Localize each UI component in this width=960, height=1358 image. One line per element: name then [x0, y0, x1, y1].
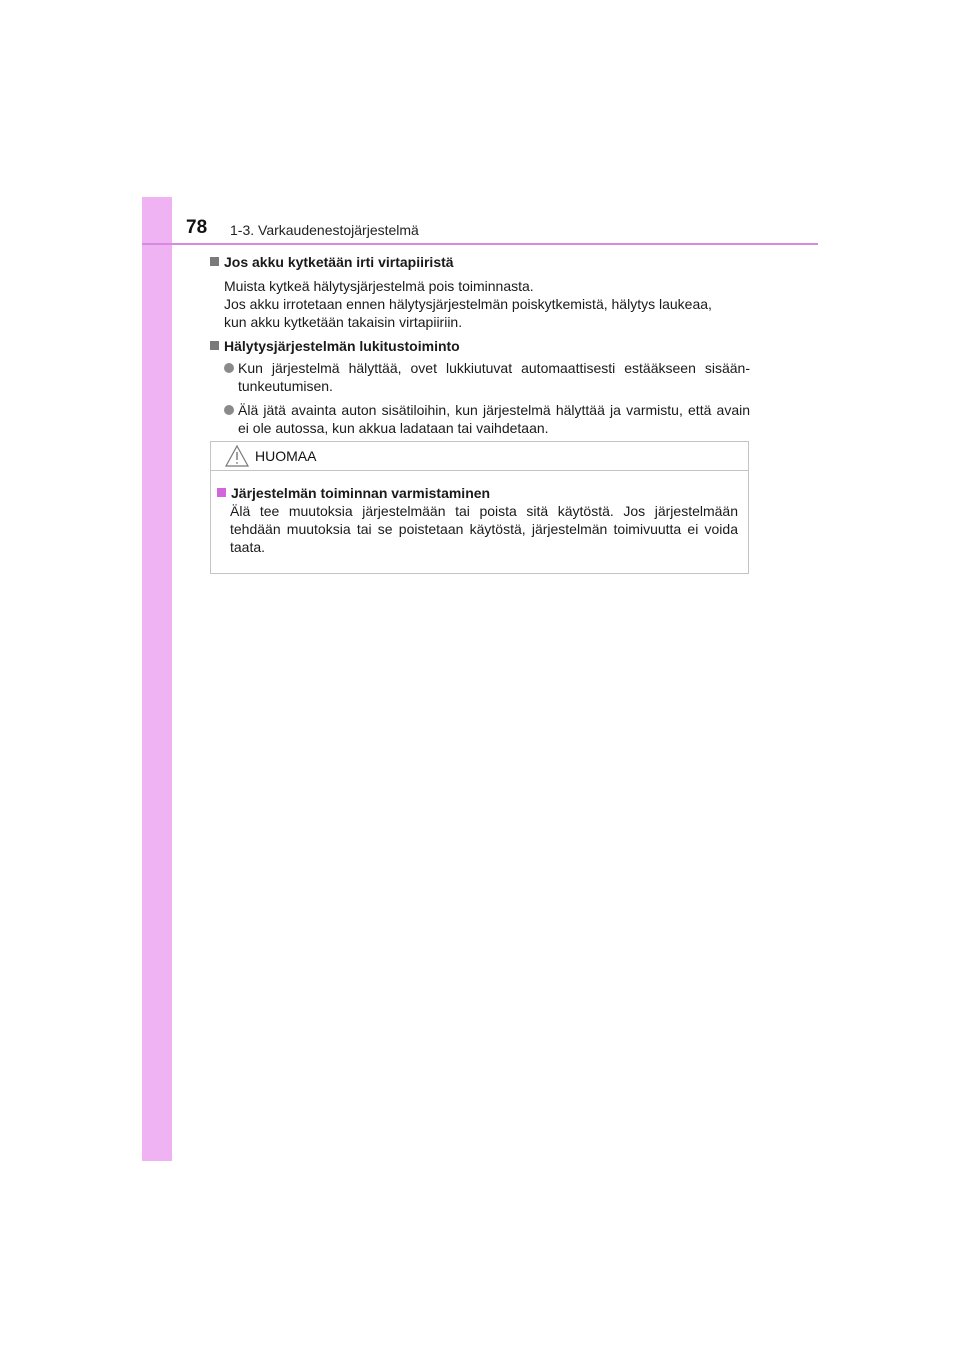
notice-box	[210, 441, 749, 574]
notice-heading-text: Järjestelmän toiminnan varmistaminen	[231, 485, 491, 501]
list-item	[224, 401, 750, 437]
section-heading-text: Jos akku kytketään irti virtapiiristä	[224, 254, 454, 270]
paragraph-line: Muista kytkeä hälytysjärjestelmä pois toiminnasta.	[224, 278, 534, 294]
paragraph-line: kun akku kytketään takaisin virtapiiriin.	[224, 314, 463, 330]
list-item-text: Kun järjestelmä hälyttää, ovet lukkiutuvat automaattisesti estääkseen sisään-tunkeutumisen.	[238, 360, 750, 394]
notice-heading	[217, 484, 738, 502]
round-bullet-icon	[224, 363, 234, 373]
section-title: 1-3. Varkaudenestojärjestelmä	[230, 222, 419, 238]
square-bullet-icon	[210, 341, 219, 350]
list-item	[224, 359, 750, 395]
header-divider	[142, 243, 818, 245]
section-heading-text: Hälytysjärjestelmän lukitustoiminto	[224, 338, 460, 354]
warning-triangle-icon	[225, 445, 249, 467]
list-item-text: Älä jätä avainta auton sisätiloihin, kun järjestelmä hälyttää ja varmistu, että avain ei ole autossa, kun akkua ladataan tai vaihdetaan.	[238, 402, 750, 436]
square-bullet-icon	[217, 488, 226, 497]
paragraph-line: Jos akku irrotetaan ennen hälytysjärjestelmän poiskytkemistä, hälytys laukeaa,	[224, 296, 712, 312]
section-heading	[210, 337, 750, 356]
main-content	[210, 253, 750, 437]
notice-header	[211, 442, 748, 471]
section-heading	[210, 253, 750, 272]
square-bullet-icon	[210, 257, 219, 266]
side-color-bar	[142, 197, 172, 1161]
round-bullet-icon	[224, 405, 234, 415]
page-number: 78	[186, 217, 208, 238]
paragraph	[224, 277, 750, 331]
notice-body	[211, 471, 748, 556]
notice-text: Älä tee muutoksia järjestelmään tai poista sitä käytöstä. Jos järjestelmään tehdään muutoksia tai se poistetaan käytöstä, järjestelmän toimivuutta ei voida taata.	[230, 503, 738, 555]
notice-label: HUOMAA	[255, 448, 317, 464]
